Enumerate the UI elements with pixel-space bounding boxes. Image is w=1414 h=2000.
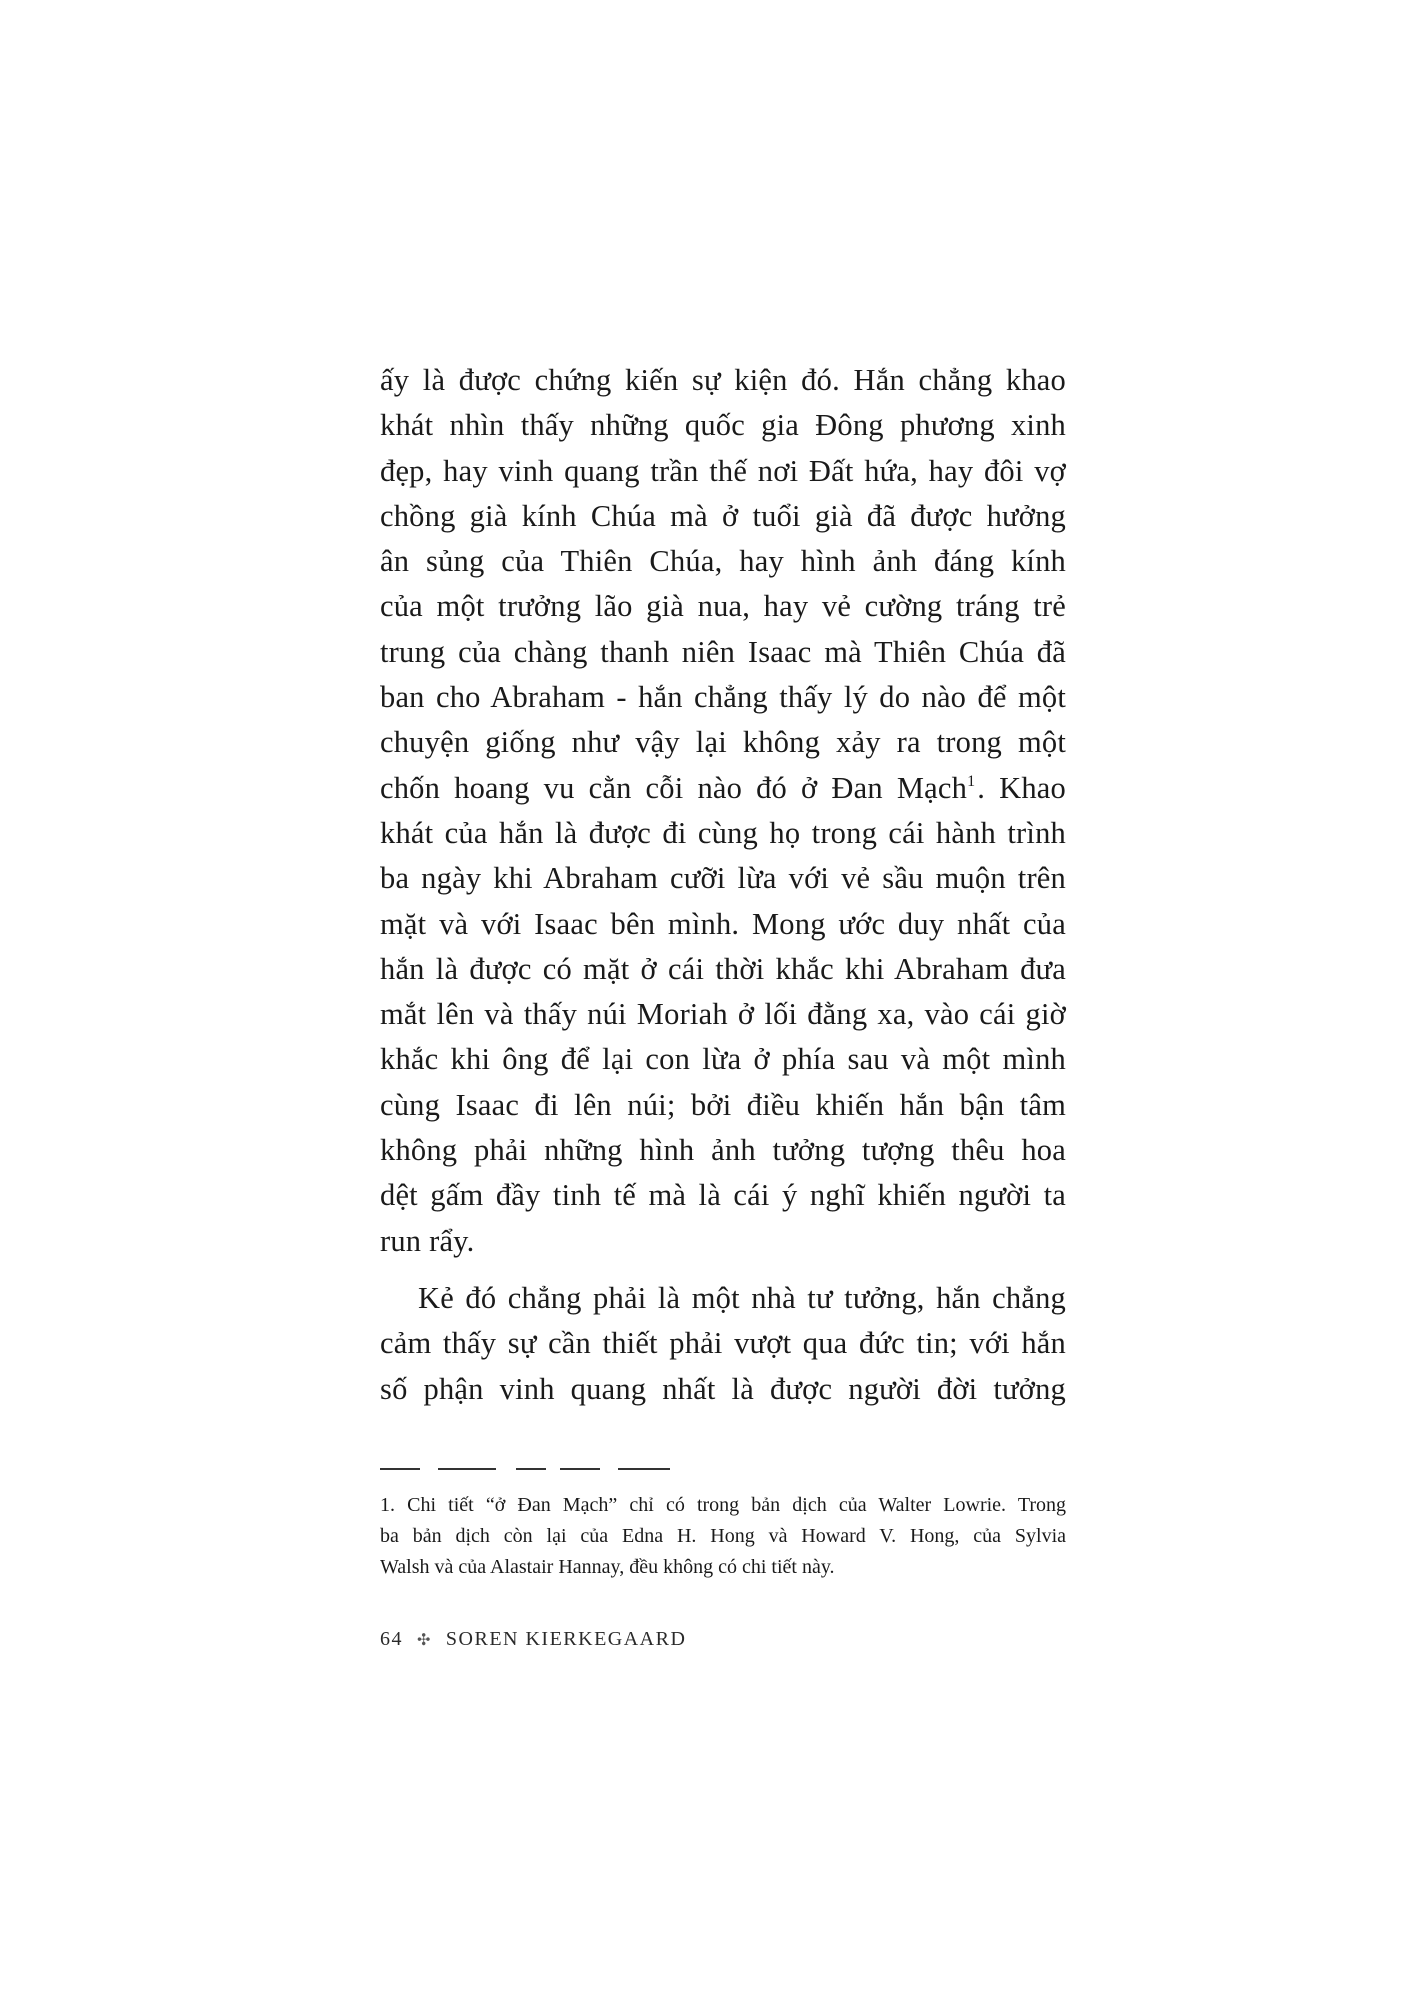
- body-line: ban cho Abraham - hắn chẳng thấy lý do nào để một: [380, 680, 1066, 715]
- body-line: không phải những hình ảnh tưởng tượng thêu hoa: [380, 1133, 1066, 1168]
- body-line: trung của chàng thanh niên Isaac mà Thiên Chúa đã: [380, 634, 1066, 669]
- body-line-head: chốn hoang vu cằn cỗi nào đó ở Đan Mạch: [380, 770, 968, 805]
- body-line: của một trưởng lão già nua, hay vẻ cường tráng trẻ: [380, 589, 1066, 624]
- body-line: chuyện giống như vậy lại không xảy ra trong một: [380, 725, 1066, 760]
- body-line: run rẩy.: [380, 1223, 475, 1258]
- footnote-line: 1. Chi tiết “ở Đan Mạch” chỉ có trong bản dịch của Walter Lowrie. Trong: [380, 1494, 1066, 1516]
- body-line: dệt gấm đầy tinh tế mà là cái ý nghĩ khiến người ta: [380, 1178, 1066, 1213]
- body-line: khát nhìn thấy những quốc gia Đông phương xinh: [380, 408, 1066, 443]
- body-line: khát của hắn là được đi cùng họ trong cái hành trình: [380, 815, 1066, 850]
- body-line: Kẻ đó chẳng phải là một nhà tư tưởng, hắn chẳng: [418, 1280, 1066, 1315]
- body-text: [380, 358, 1066, 1412]
- body-line: hắn là được có mặt ở cái thời khắc khi Abraham đưa: [380, 951, 1066, 986]
- body-line: khắc khi ông để lại con lừa ở phía sau và một mình: [380, 1042, 1066, 1077]
- body-line: mặt và với Isaac bên mình. Mong ước duy nhất của: [380, 906, 1066, 941]
- page-footer: [380, 1628, 686, 1651]
- body-line-with-footnote: [380, 766, 1066, 811]
- body-line: ấy là được chứng kiến sự kiện đó. Hắn chẳng khao: [380, 363, 1066, 397]
- body-line-tail: . Khao: [977, 770, 1066, 805]
- body-line: đẹp, hay vinh quang trần thế nơi Đất hứa, hay đôi vợ: [380, 453, 1066, 488]
- paragraph-gap: [380, 1264, 1066, 1276]
- body-line: số phận vinh quang nhất là được người đời tưởng: [380, 1371, 1066, 1406]
- body-line: chồng già kính Chúa mà ở tuổi già đã được hưởng: [380, 498, 1066, 533]
- footnote-reference[interactable]: 1: [967, 772, 976, 790]
- footnote-line: Walsh và của Alastair Hannay, đều không có chi tiết này.: [380, 1556, 835, 1578]
- footnote: [380, 1490, 1066, 1583]
- ornament-icon: ✣: [417, 1632, 432, 1649]
- body-line: ân sủng của Thiên Chúa, hay hình ảnh đáng kính: [380, 544, 1066, 579]
- body-line: cùng Isaac đi lên núi; bởi điều khiến hắn bận tâm: [380, 1087, 1066, 1122]
- footnote-line: ba bản dịch còn lại của Edna H. Hong và Howard V. Hong, của Sylvia: [380, 1525, 1066, 1547]
- page-number: 64: [380, 1628, 403, 1650]
- running-title: SOREN KIERKEGAARD: [445, 1628, 687, 1650]
- body-line: ba ngày khi Abraham cưỡi lừa với vẻ sầu muộn trên: [380, 861, 1066, 896]
- body-line: mắt lên và thấy núi Moriah ở lối đằng xa, vào cái giờ: [380, 997, 1066, 1032]
- body-line: cảm thấy sự cần thiết phải vượt qua đức tin; với hắn: [380, 1326, 1066, 1361]
- footnote-separator-rule: [380, 1466, 670, 1472]
